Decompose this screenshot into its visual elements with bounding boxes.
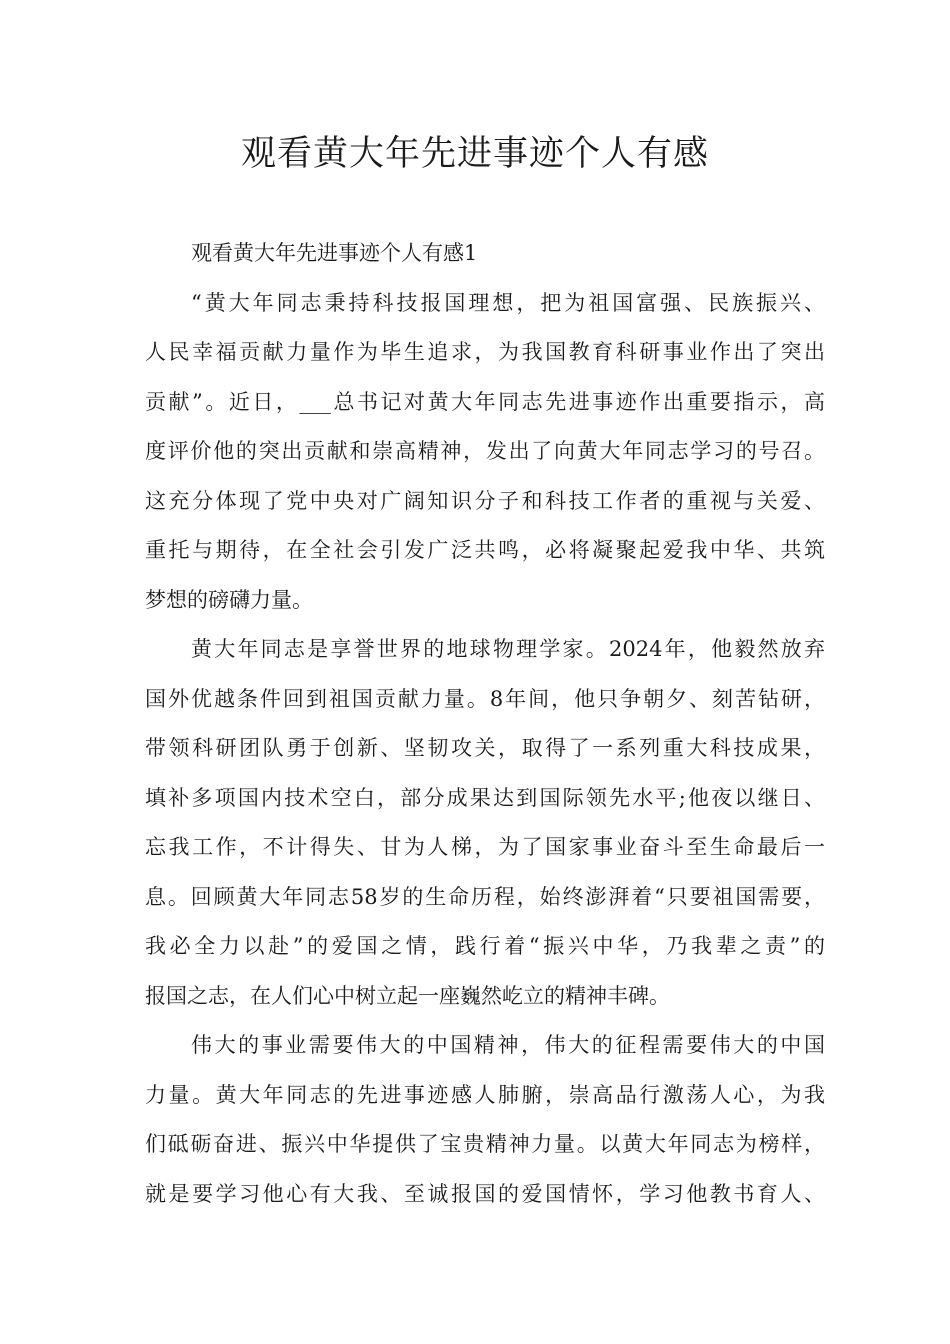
paragraph-line: 忘我工作，不计得失、甘为人梯，为了国家事业奋斗至生命最后一 [145,835,825,859]
paragraph-line: 度评价他的突出贡献和崇高精神，发出了向黄大年同志学习的号召。 [145,439,825,463]
paragraph-line: “黄大年同志秉持科技报国理想，把为祖国富强、民族振兴、 [191,290,825,315]
paragraph-line: 我必全力以赴”的爱国之情，践行着“振兴中华，乃我辈之责”的 [145,934,825,958]
paragraph-line: 们砥砺奋进、振兴中华提供了宝贵精神力量。以黄大年同志为榜样， [145,1132,825,1156]
paragraph-line: 报国之志，在人们心中树立起一座巍然屹立的精神丰碑。 [145,983,670,1008]
paragraph-line: 国外优越条件回到祖国贡献力量。8年间，他只争朝夕、刻苦钻研， [145,686,825,711]
document-title: 观看黄大年先进事迹个人有感 [240,134,709,174]
paragraph-line: 梦想的磅礴力量。 [145,587,313,612]
section-heading: 观看黄大年先进事迹个人有感1 [191,241,478,265]
paragraph-line: 黄大年同志是享誉世界的地球物理学家。2024年，他毅然放弃 [191,637,825,661]
paragraph-line: 这充分体现了党中央对广阔知识分子和科技工作者的重视与关爱、 [145,488,825,513]
paragraph-line: 重托与期待，在全社会引发广泛共鸣，必将凝聚起爱我中华、共筑 [145,538,825,562]
paragraph-line: 就是要学习他心有大我、至诚报国的爱国情怀，学习他教书育人、 [145,1181,825,1206]
paragraph-line: 息。回顾黄大年同志58岁的生命历程，始终澎湃着“只要祖国需要， [145,884,825,909]
paragraph-line: 力量。黄大年同志的先进事迹感人肺腑，崇高品行激荡人心，为我 [145,1082,825,1107]
paragraph-line: 伟大的事业需要伟大的中国精神，伟大的征程需要伟大的中国 [191,1033,825,1057]
paragraph-line: 带领科研团队勇于创新、坚韧攻关，取得了一系列重大科技成果， [145,736,825,760]
paragraph-line: 填补多项国内技术空白，部分成果达到国际领先水平;他夜以继日、 [145,785,825,810]
paragraph-line: 贡献”。近日，___总书记对黄大年同志先进事迹作出重要指示，高 [145,389,825,414]
paragraph-line: 人民幸福贡献力量作为毕生追求，为我国教育科研事业作出了突出 [145,340,825,364]
document-body [145,229,825,1219]
